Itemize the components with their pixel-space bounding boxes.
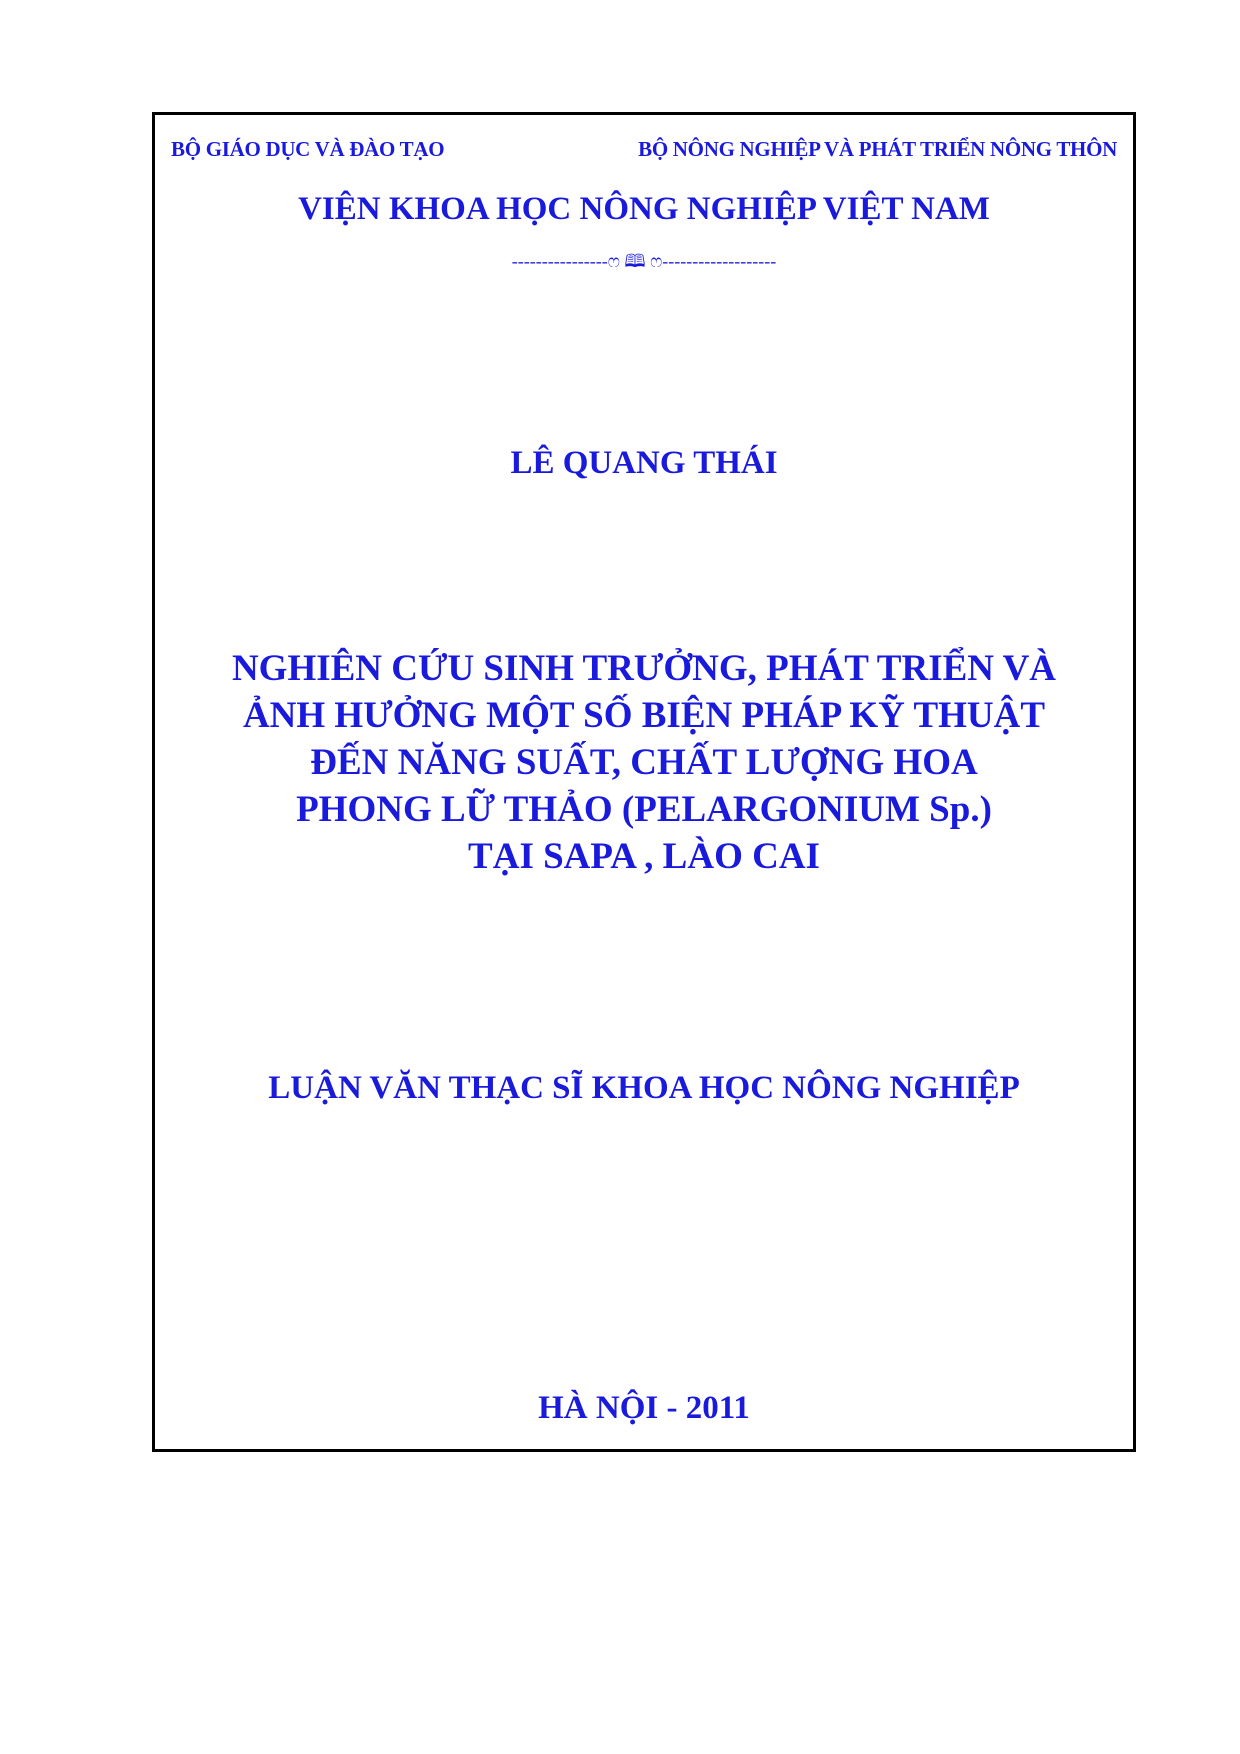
place-year: HÀ NỘI - 2011 — [538, 1390, 750, 1426]
ministries-row — [171, 137, 1117, 162]
ministry-education: BỘ GIÁO DỤC VÀ ĐÀO TẠO — [171, 137, 445, 161]
thesis-title — [175, 645, 1113, 880]
title-line: NGHIÊN CỨU SINH TRƯỞNG, PHÁT TRIỂN VÀ — [231, 648, 1057, 689]
title-line: TẠI SAPA , LÀO CAI — [468, 836, 820, 877]
institute-name: VIỆN KHOA HỌC NÔNG NGHIỆP VIỆT NAM — [298, 191, 990, 227]
ministry-agriculture: BỘ NÔNG NGHIỆP VÀ PHÁT TRIỂN NÔNG THÔN — [638, 137, 1117, 161]
title-line: PHONG LỮ THẢO (PELARGONIUM Sp.) — [296, 789, 992, 830]
author-name: LÊ QUANG THÁI — [510, 445, 778, 481]
ornament-text: ----------------ෆ 🕮 ෆ------------------- — [511, 251, 777, 271]
ornament-divider — [155, 249, 1133, 279]
cover-frame — [152, 112, 1136, 1452]
title-line: ĐẾN NĂNG SUẤT, CHẤT LƯỢNG HOA — [310, 742, 978, 783]
title-line: ẢNH HƯỞNG MỘT SỐ BIỆN PHÁP KỸ THUẬT — [242, 695, 1046, 736]
degree-label: LUẬN VĂN THẠC SĨ KHOA HỌC NÔNG NGHIỆP — [268, 1070, 1020, 1106]
